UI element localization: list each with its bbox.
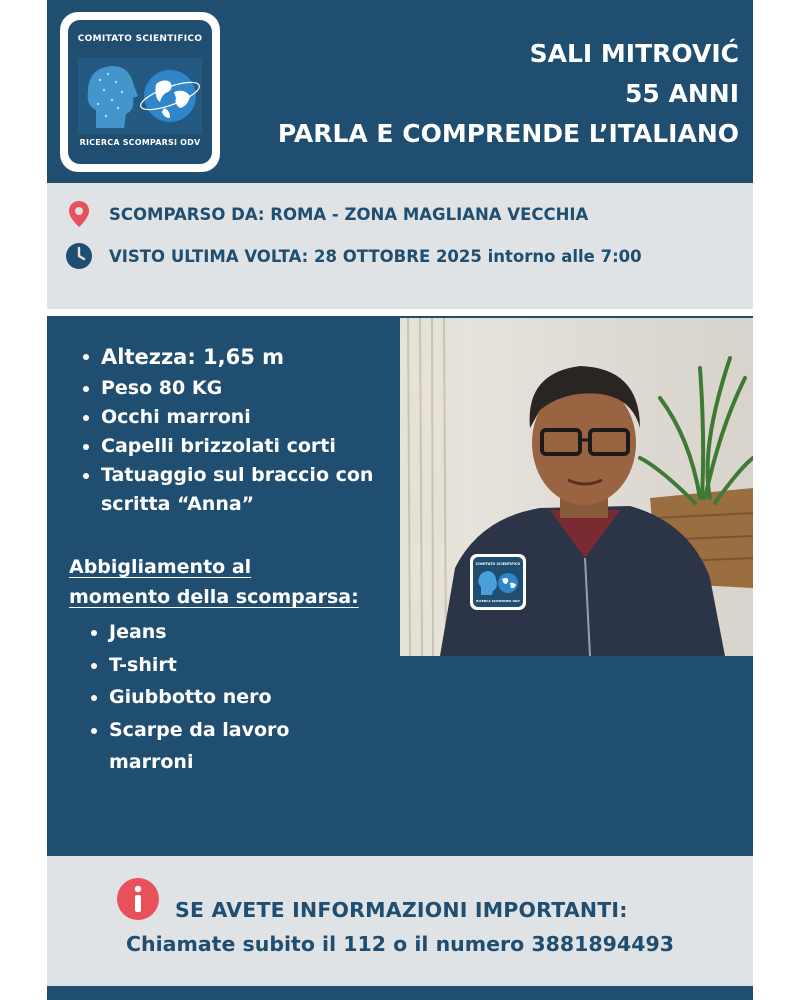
detail-hair: Capelli brizzolati corti: [83, 432, 391, 461]
detail-tattoo: Tatuaggio sul braccio con scritta “Anna”: [83, 461, 391, 519]
missing-person-poster: [47, 0, 753, 1000]
last-seen-text: VISTO ULTIMA VOLTA: 28 OTTOBRE 2025 intorno alle 7:00: [109, 246, 642, 266]
clothing-item: T-shirt: [91, 649, 319, 682]
person-photo: [400, 318, 753, 656]
poster-header: [47, 0, 753, 183]
person-photo-image: [400, 318, 753, 656]
person-name: SALI MITROVIĆ: [529, 39, 739, 68]
location-row: [65, 199, 588, 229]
clothing-item: Jeans: [91, 616, 319, 649]
info-icon: [117, 878, 159, 920]
clothing-list: [91, 616, 319, 779]
person-summary: [278, 34, 739, 154]
logo-top-text: COMITATO SCIENTIFICO: [77, 34, 203, 44]
clothing-item: Scarpe da lavoro marroni: [91, 714, 309, 779]
description-panel: [47, 316, 753, 856]
map-pin-icon: [65, 200, 93, 228]
logo-bottom-text: RICERCA SCOMPARSI ODV: [79, 138, 201, 147]
clothing-item: Giubbotto nero: [91, 681, 319, 714]
physical-details: [83, 340, 391, 519]
photo-watermark-logo: COMITATO SCIENTIFICO RICERCA SCOMPARSI ODV: [470, 554, 526, 610]
disappearance-info: [47, 183, 753, 309]
footer-headline: SE AVETE INFORMAZIONI IMPORTANTI:: [175, 898, 628, 922]
logo-head-globe-icon: [78, 58, 202, 134]
location-text: SCOMPARSO DA: ROMA - ZONA MAGLIANA VECCHIA: [109, 204, 589, 224]
footer-contact: Chiamate subito il 112 o il numero 3881894493: [125, 932, 674, 956]
detail-height: Altezza: 1,65 m: [83, 340, 391, 374]
contact-footer: [47, 856, 753, 986]
person-language: PARLA E COMPRENDE L’ITALIANO: [277, 119, 739, 148]
person-age: 55 ANNI: [625, 79, 739, 108]
organization-logo: [60, 12, 220, 172]
detail-eyes: Occhi marroni: [83, 403, 391, 432]
clothing-title: Abbigliamento al momento della scomparsa:: [69, 556, 359, 608]
detail-weight: Peso 80 KG: [83, 374, 391, 403]
bottom-bar: [47, 986, 753, 1000]
last-seen-row: [65, 241, 642, 271]
watermark-globe-icon: [477, 569, 519, 597]
clock-icon: [65, 242, 93, 270]
